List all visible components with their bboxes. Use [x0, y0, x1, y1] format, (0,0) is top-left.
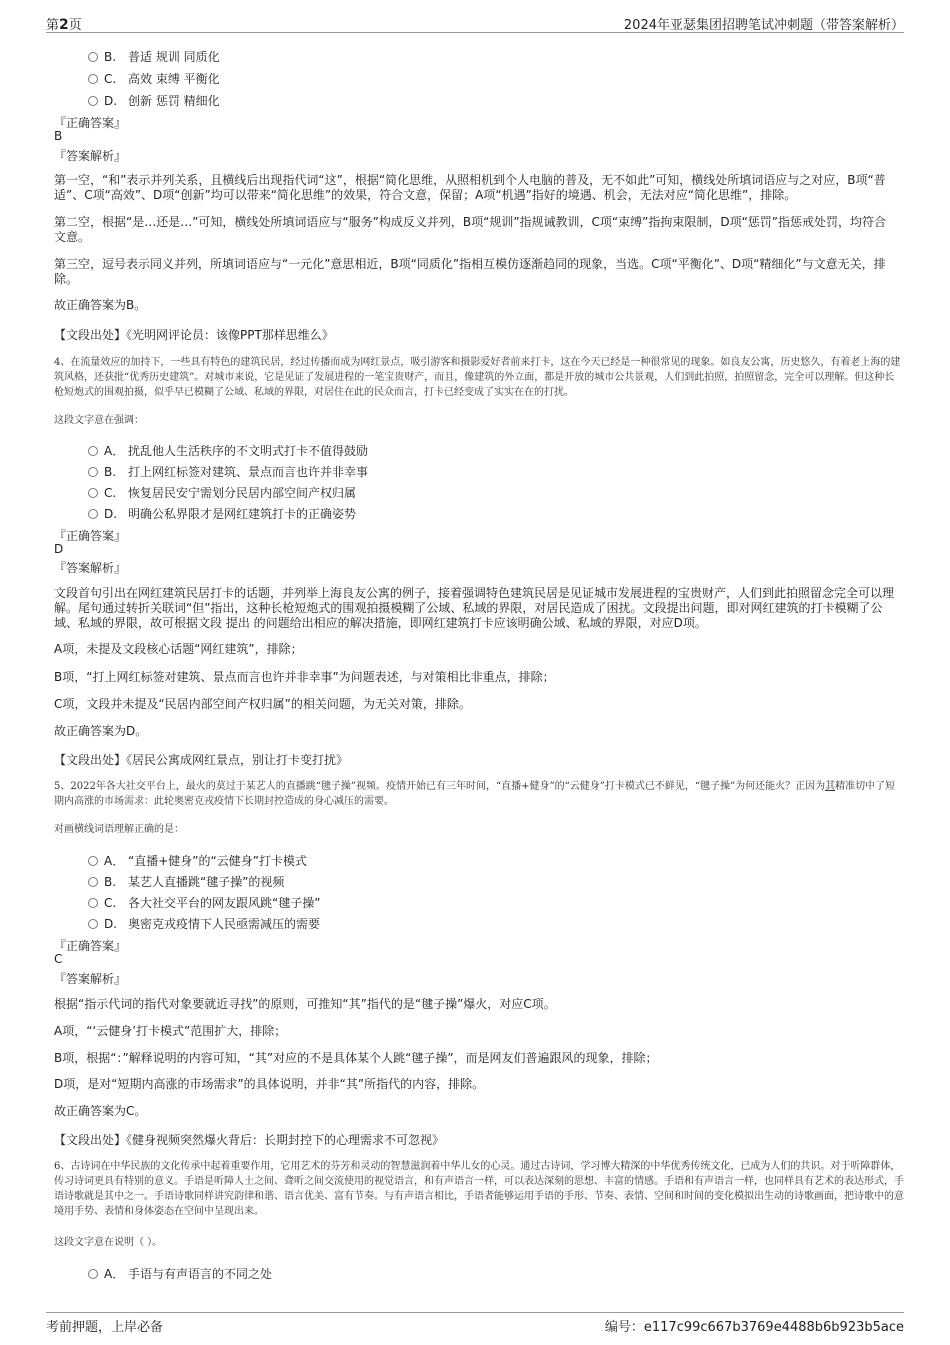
q4-option-b[interactable]: B. 打上网红标签对建筑、景点而言也许并非幸事 — [88, 463, 368, 480]
q4-analysis-3: B项，“打上网红标签对建筑、景点而言也许并非幸事”为问题表述，与对策相比非重点，排除； — [54, 670, 555, 684]
radio-icon[interactable] — [88, 856, 98, 866]
q3-option-d[interactable]: D. 创新 惩罚 精细化 — [88, 92, 220, 109]
radio-icon[interactable] — [88, 898, 98, 908]
page-number: 第2页 — [46, 17, 82, 33]
q4-option-d[interactable]: D. 明确公私界限才是网红建筑打卡的正确姿势 — [88, 505, 356, 522]
radio-icon[interactable] — [88, 52, 98, 62]
answer-label: 『正确答案』 — [54, 529, 127, 543]
q3-answer: B — [54, 129, 63, 143]
q5-analysis-3: B项，根据“：”解释说明的内容可知，“其”对应的不是具体某个人跳“毽子操”，而是网友们普遍跟风的现象，排除； — [54, 1051, 658, 1065]
q4-analysis-1: 文段首句引出在网红建筑民居打卡的话题，并列举上海良友公寓的例子，接着强调特色建筑民居是见证城市发展进程的宝贵财产，人们到此拍照留念完全可以理解。尾句通过转折关联词“但”指出，这种长枪短炮式的围观拍摄模糊了公域、私域的界限，对居民造成了困扰。文段提出问题，即对网红建筑的打卡模糊了公域、私域的界限，故可根据文段 提出 的问题给出相应的解决措施，即网红建筑打卡应该明确公域、私域的界限，对应D项。 — [54, 586, 895, 630]
q5-answer: C — [54, 952, 63, 966]
underlined-word: 其 — [825, 781, 836, 792]
radio-icon[interactable] — [88, 96, 98, 106]
q5-analysis-1: 根据“指示代词的指代对象要就近寻找”的原则，可推知“其”指代的是“毽子操”爆火，对应C项。 — [54, 997, 556, 1011]
analysis-label: 『答案解析』 — [54, 561, 127, 575]
q4-source: 【文段出处】《居民公寓成网红景点，别让打卡变打扰》 — [54, 753, 349, 767]
q4-answer: D — [54, 542, 64, 556]
q5-analysis-5: 故正确答案为C。 — [54, 1104, 147, 1118]
q3-option-b[interactable]: B. 普适 规训 同质化 — [88, 48, 220, 65]
q4-analysis-2: A项，未提及文段核心话题“网红建筑”，排除； — [54, 642, 303, 656]
q4-option-a[interactable]: A． 扰乱他人生活秩序的不文明式打卡不值得鼓励 — [88, 442, 368, 459]
q5-prompt: 对画横线词语理解正确的是： — [54, 824, 184, 835]
q3-option-c[interactable]: C. 高效 束缚 平衡化 — [88, 70, 220, 87]
page-header — [46, 12, 904, 33]
q5-stem: 5、2022年各大社交平台上，最火的莫过于某艺人的直播跳“毽子操”视频。疫情开始已有三年时间，“直播+健身”的“云健身”打卡模式已不鲜见，“毽子操”为何还能火？正因为其精准切中了短期内高涨的市场需求：此轮奥密克戎疫情下长期封控造成的身心减压的需要。 — [54, 781, 896, 807]
q6-prompt: 这段文字意在说明（ ）。 — [54, 1237, 163, 1248]
q3-analysis-2: 第二空，根据“是…还是…”可知，横线处所填词语应与“服务”构成反义并列，B项“规训”指规诫教训，C项“束缚”指拘束限制，D项“惩罚”指惩戒处罚，均符合文意。 — [54, 215, 887, 244]
radio-icon[interactable] — [88, 509, 98, 519]
q5-analysis-4: D项，是对“短期内高涨的市场需求”的具体说明，并非“其”所指代的内容，排除。 — [54, 1077, 485, 1091]
q5-option-c[interactable]: C. 各大社交平台的网友跟风跳“毽子操” — [88, 894, 320, 911]
analysis-label: 『答案解析』 — [54, 972, 127, 986]
document-title: 2024年亚瑟集团招聘笔试冲刺题（带答案解析） — [623, 18, 904, 33]
radio-icon[interactable] — [88, 74, 98, 84]
q6-stem: 6、古诗词在中华民族的文化传承中起着重要作用，它用艺术的芬芳和灵动的智慧滋润着中华儿女的心灵。通过古诗词，学习博大精深的中华优秀传统文化，已成为人们的共识。对于听障群体，传习诗词更具有特别的意义。手语是听障人士之间、聋听之间交流使用的视觉语言，和有声语言一样，可以表达深刻的思想、丰富的情感。手语和有声语言一样，也同样具有艺术的表达形式，手语诗歌就是其中之一。手语诗歌同样讲究韵律和谐、语言优美、富有节奏。与有声语言相比，手语者能够运用手语的手形、节奏、表情、空间和时间的变化模拟出生动的诗歌画面，把诗歌中的意境用手势、表情和身体姿态在空间中呈现出来。 — [54, 1161, 904, 1217]
radio-icon[interactable] — [88, 877, 98, 887]
q3-analysis-4: 故正确答案为B。 — [54, 298, 147, 312]
q3-source: 【文段出处】《光明网评论员：该像PPT那样思维么》 — [54, 328, 334, 342]
q4-analysis-4: C项，文段并未提及“民居内部空间产权归属”的相关问题，为无关对策，排除。 — [54, 697, 471, 711]
radio-icon[interactable] — [88, 467, 98, 477]
q4-option-c[interactable]: C. 恢复居民安宁需划分民居内部空间产权归属 — [88, 484, 356, 501]
q5-source: 【文段出处】《健身视频突然爆火背后：长期封控下的心理需求不可忽视》 — [54, 1133, 445, 1147]
document-id: 编号：e117c99c667b3769e4488b6b923b5ace — [604, 1320, 904, 1335]
answer-label: 『正确答案』 — [54, 116, 127, 130]
q4-prompt: 这段文字意在强调： — [54, 415, 144, 426]
page-footer — [46, 1312, 904, 1335]
q4-stem: 4、在流量效应的加持下，一些具有特色的建筑民居，经过传播而成为网红景点，吸引游客和摄影爱好者前来打卡，这在今天已经是一种很常见的现象。如良友公寓，历史悠久，有着老上海的建筑风格，还获批“优秀历史建筑”。对城市来说，它是见证了发展进程的一笔宝贵财产，而且，像建筑的外立面，都是开放的城市公共景观，人们到此拍照，拍照留念，完全可以理解。但这种长枪短炮式的围观拍摄，似乎早已模糊了公域、私域的界限，对居住在此的民众而言，打卡已经变成了实实在在的打扰。 — [54, 357, 901, 398]
radio-icon[interactable] — [88, 488, 98, 498]
footer-slogan: 考前押题，上岸必备 — [46, 1320, 164, 1335]
analysis-label: 『答案解析』 — [54, 149, 127, 163]
answer-label: 『正确答案』 — [54, 939, 127, 953]
q5-option-b[interactable]: B. 某艺人直播跳“毽子操”的视频 — [88, 873, 284, 890]
q4-analysis-5: 故正确答案为D。 — [54, 724, 148, 738]
q5-option-a[interactable]: A． “直播+健身”的“云健身”打卡模式 — [88, 852, 307, 869]
q5-analysis-2: A项，“‘云健身’打卡模式”范围扩大，排除； — [54, 1024, 287, 1038]
q5-option-d[interactable]: D. 奥密克戎疫情下人民亟需减压的需要 — [88, 915, 320, 932]
q6-option-a[interactable]: A． 手语与有声语言的不同之处 — [88, 1265, 272, 1282]
q3-analysis-1: 第一空，“和”表示并列关系，且横线后出现指代词“这”，根据“简化思维，从照相机到个人电脑的普及，无不如此”可知，横线处所填词语应与之对应，B项“普适”、C项“高效”、D项“创新”均可以带来“简化思维”的效果，符合文意，保留；A项“机遇”指好的境遇、机会，无法对应“简化思维”，排除。 — [54, 173, 886, 202]
radio-icon[interactable] — [88, 919, 98, 929]
radio-icon[interactable] — [88, 446, 98, 456]
q3-analysis-3: 第三空，逗号表示同义并列，所填词语应与“一元化”意思相近，B项“同质化”指相互模仿逐渐趋同的现象，当选。C项“平衡化”、D项“精细化”与文意无关，排除。 — [54, 257, 886, 286]
radio-icon[interactable] — [88, 1269, 98, 1279]
